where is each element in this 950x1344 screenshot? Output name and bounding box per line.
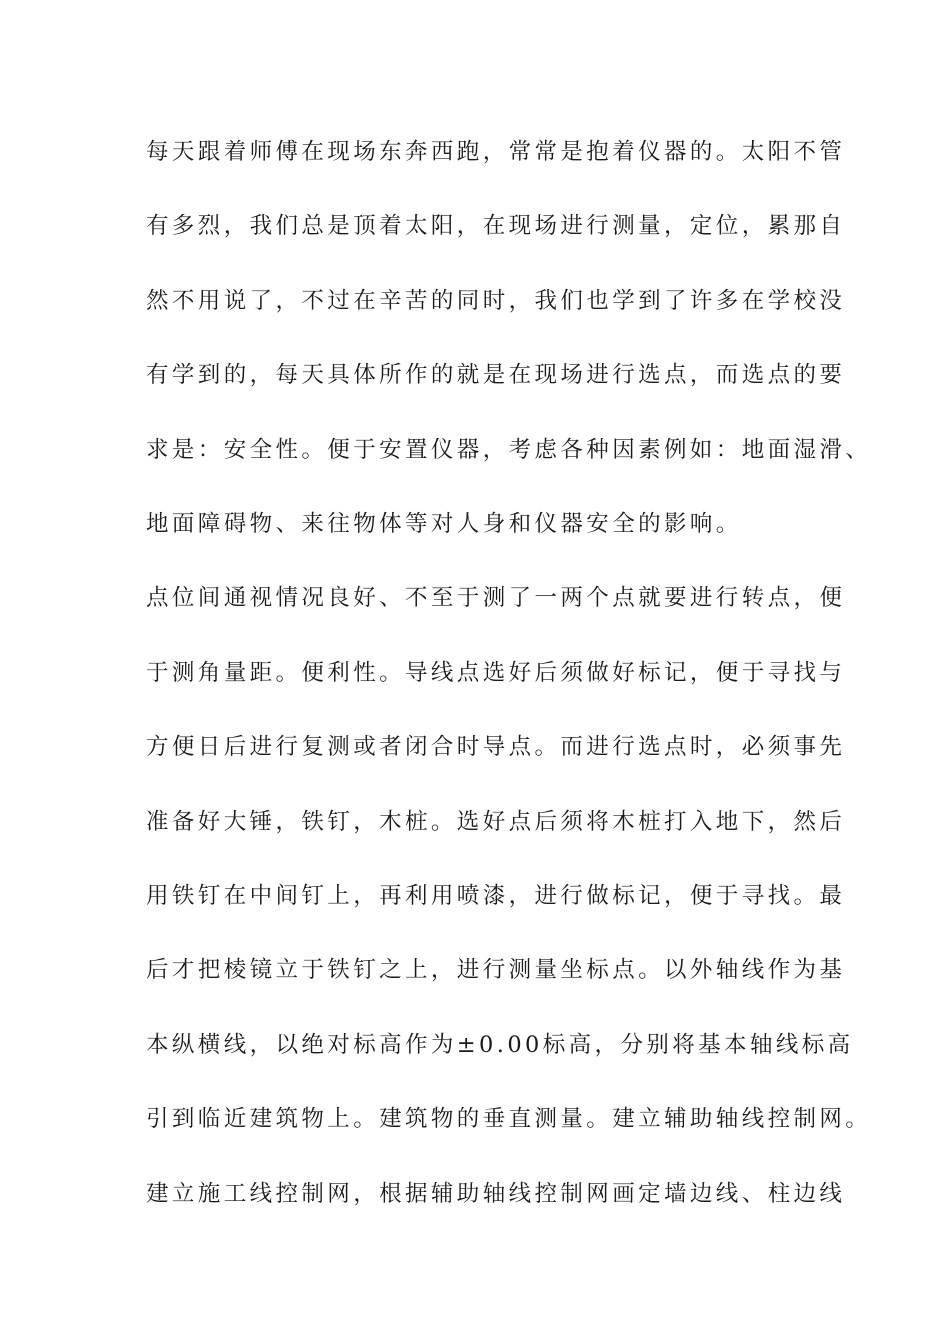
text-line: 点位间通视情况良好、不至于测了一两个点就要进行转点，便	[146, 585, 846, 611]
text-line: 地面障碍物、来往物体等对人身和仪器安全的影响。	[146, 511, 742, 537]
text-line: 求是：安全性。便于安置仪器，考虑各种因素例如：地面湿滑、	[146, 437, 872, 463]
text-line: 引到临近建筑物上。建筑物的垂直测量。建立辅助轴线控制网。	[146, 1106, 872, 1132]
text-line: 有学到的，每天具体所作的就是在现场进行选点，而选点的要	[146, 362, 846, 388]
text-line: 有多烈，我们总是顶着太阳，在现场进行测量，定位，累那自	[146, 213, 846, 239]
text-line: 用铁钉在中间钉上，再利用喷漆，进行做标记，便于寻找。最	[146, 883, 846, 909]
text-line: 准备好大锤，铁钉，木桩。选好点后须将木桩打入地下，然后	[146, 809, 846, 835]
text-line: 每天跟着师傅在现场东奔西跑，常常是抱着仪器的。太阳不管	[146, 139, 846, 165]
text-line: 然不用说了，不过在辛苦的同时，我们也学到了许多在学校没	[146, 288, 846, 314]
text-line: 建立施工线控制网，根据辅助轴线控制网画定墙边线、柱边线	[146, 1181, 846, 1207]
text-line: 本纵横线，以绝对标高作为±0.00标高，分别将基本轴线标高	[146, 1032, 854, 1058]
text-line: 后才把棱镜立于铁钉之上，进行测量坐标点。以外轴线作为基	[146, 957, 846, 983]
text-line: 方便日后进行复测或者闭合时导点。而进行选点时，必须事先	[146, 734, 846, 760]
text-line: 于测角量距。便利性。导线点选好后须做好标记，便于寻找与	[146, 660, 846, 686]
